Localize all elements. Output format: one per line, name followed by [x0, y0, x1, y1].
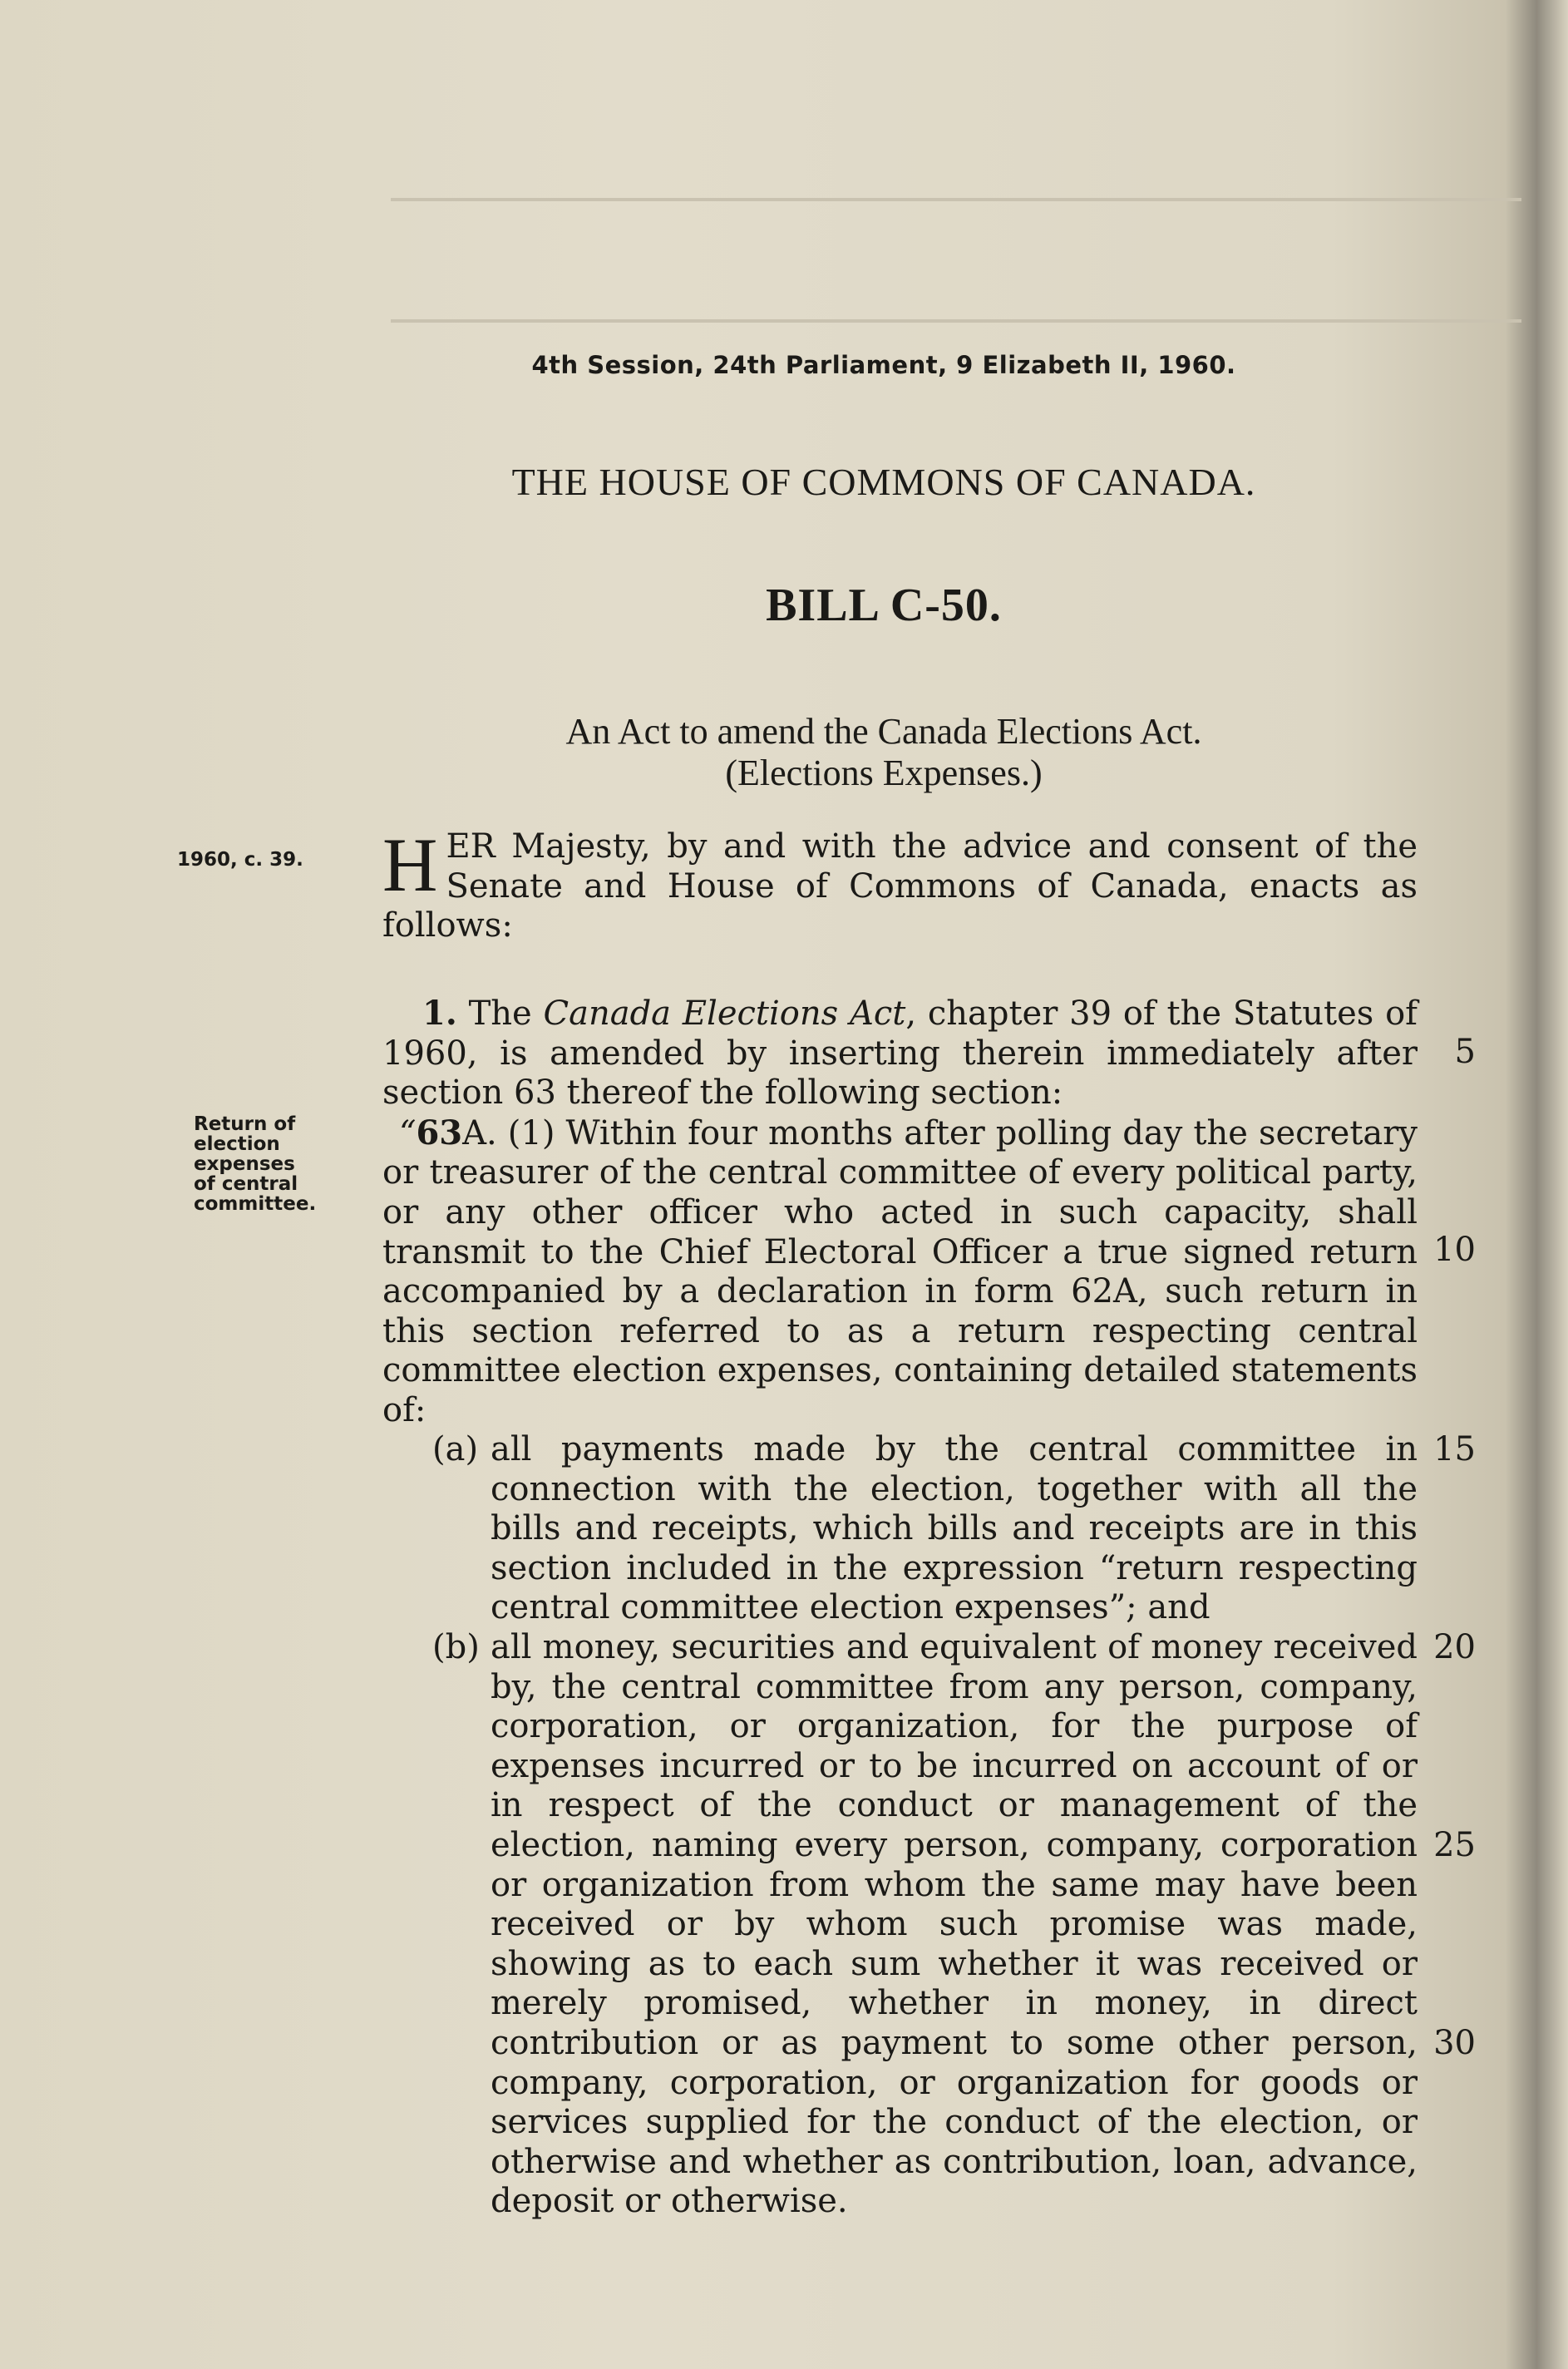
act-name: Canada Elections Act [543, 994, 906, 1033]
enacting-clause [382, 822, 1418, 946]
short-title [0, 711, 1568, 794]
section-text: , chapter 39 of the Statutes of 1960, is amended by inserting therein immediately after section 63 thereof the following section: [382, 994, 1418, 1113]
short-title-line: An Act to amend the Canada Elections Act. [565, 711, 1202, 752]
paragraph-marker: (b) [432, 1628, 480, 1666]
line-number: 20 [1433, 1628, 1476, 1666]
paragraph-text: all payments made by the central committee in connection with the election, together with all the bills and receipts, which bills and receipts are in this section included in the expression “return respecting central committee election expenses”; and [491, 1430, 1418, 1627]
paragraph-b [432, 1628, 1418, 2222]
margin-note-line: election [194, 1133, 280, 1155]
section-63a-number: 63 [416, 1113, 463, 1152]
open-quote: “ [399, 1113, 417, 1152]
show-through-rule [391, 319, 1521, 323]
paragraph-a [432, 1430, 1418, 1628]
margin-note-line: committee. [194, 1193, 317, 1215]
drop-cap: H [382, 822, 438, 907]
section-text-prefix: The [456, 994, 544, 1033]
margin-note-citation: 1960, c. 39. [177, 849, 303, 871]
margin-note-return [194, 1114, 316, 1214]
line-number: 30 [1433, 2024, 1476, 2062]
line-number: 25 [1433, 1826, 1476, 1864]
line-number: 15 [1433, 1430, 1476, 1468]
section-1 [382, 994, 1418, 1431]
house-title: THE HOUSE OF COMMONS OF CANADA. [511, 461, 1256, 503]
short-title-subtitle: (Elections Expenses.) [725, 753, 1043, 793]
margin-note-line: of central [194, 1173, 298, 1195]
section-63a [382, 1113, 1418, 1431]
line-number: 10 [1433, 1231, 1476, 1269]
show-through-rule [391, 198, 1521, 201]
section-number: 1. [422, 994, 457, 1033]
bill-number: BILL C-50. [766, 580, 1002, 631]
section-63a-text: . (1) Within four months after polling day the secretary or treasurer of the central committee of every political party, or any other officer who acted in such capacity, shall transmit to the Chief Electoral Officer a true signed return accompanied by a declaration in form 62A, such return in this section referred to as a return respecting central committee election expenses, containing detailed statements of: [382, 1113, 1418, 1429]
paragraph-marker: (a) [432, 1430, 479, 1468]
margin-note-line: expenses [194, 1153, 295, 1175]
session-line: 4th Session, 24th Parliament, 9 Elizabeth II, 1960. [531, 351, 1236, 379]
enacting-text: ER Majesty, by and with the advice and consent of the Senate and House of Commons of Canada, enacts as follows: [382, 827, 1418, 945]
paragraph-text: all money, securities and equivalent of money received by, the central committee from any person, company, corporation, or organization, for the purpose of expenses incurred or to be incurred on account of or in respect of the conduct or management of the election, naming every person, company, corporation or organization from whom the same may have been received or by whom such promise was made, showing as to each sum whether it was received or merely promised, whether in money, in direct contribution or as payment to some other person, company, corporation, or organization for goods or services supplied for the conduct of the election, or otherwise and whether as contribution, loan, advance, deposit or otherwise. [491, 1628, 1418, 2221]
margin-note-line: Return of [194, 1113, 296, 1135]
section-63a-suffix: A [462, 1113, 487, 1152]
line-number: 5 [1454, 1033, 1476, 1071]
